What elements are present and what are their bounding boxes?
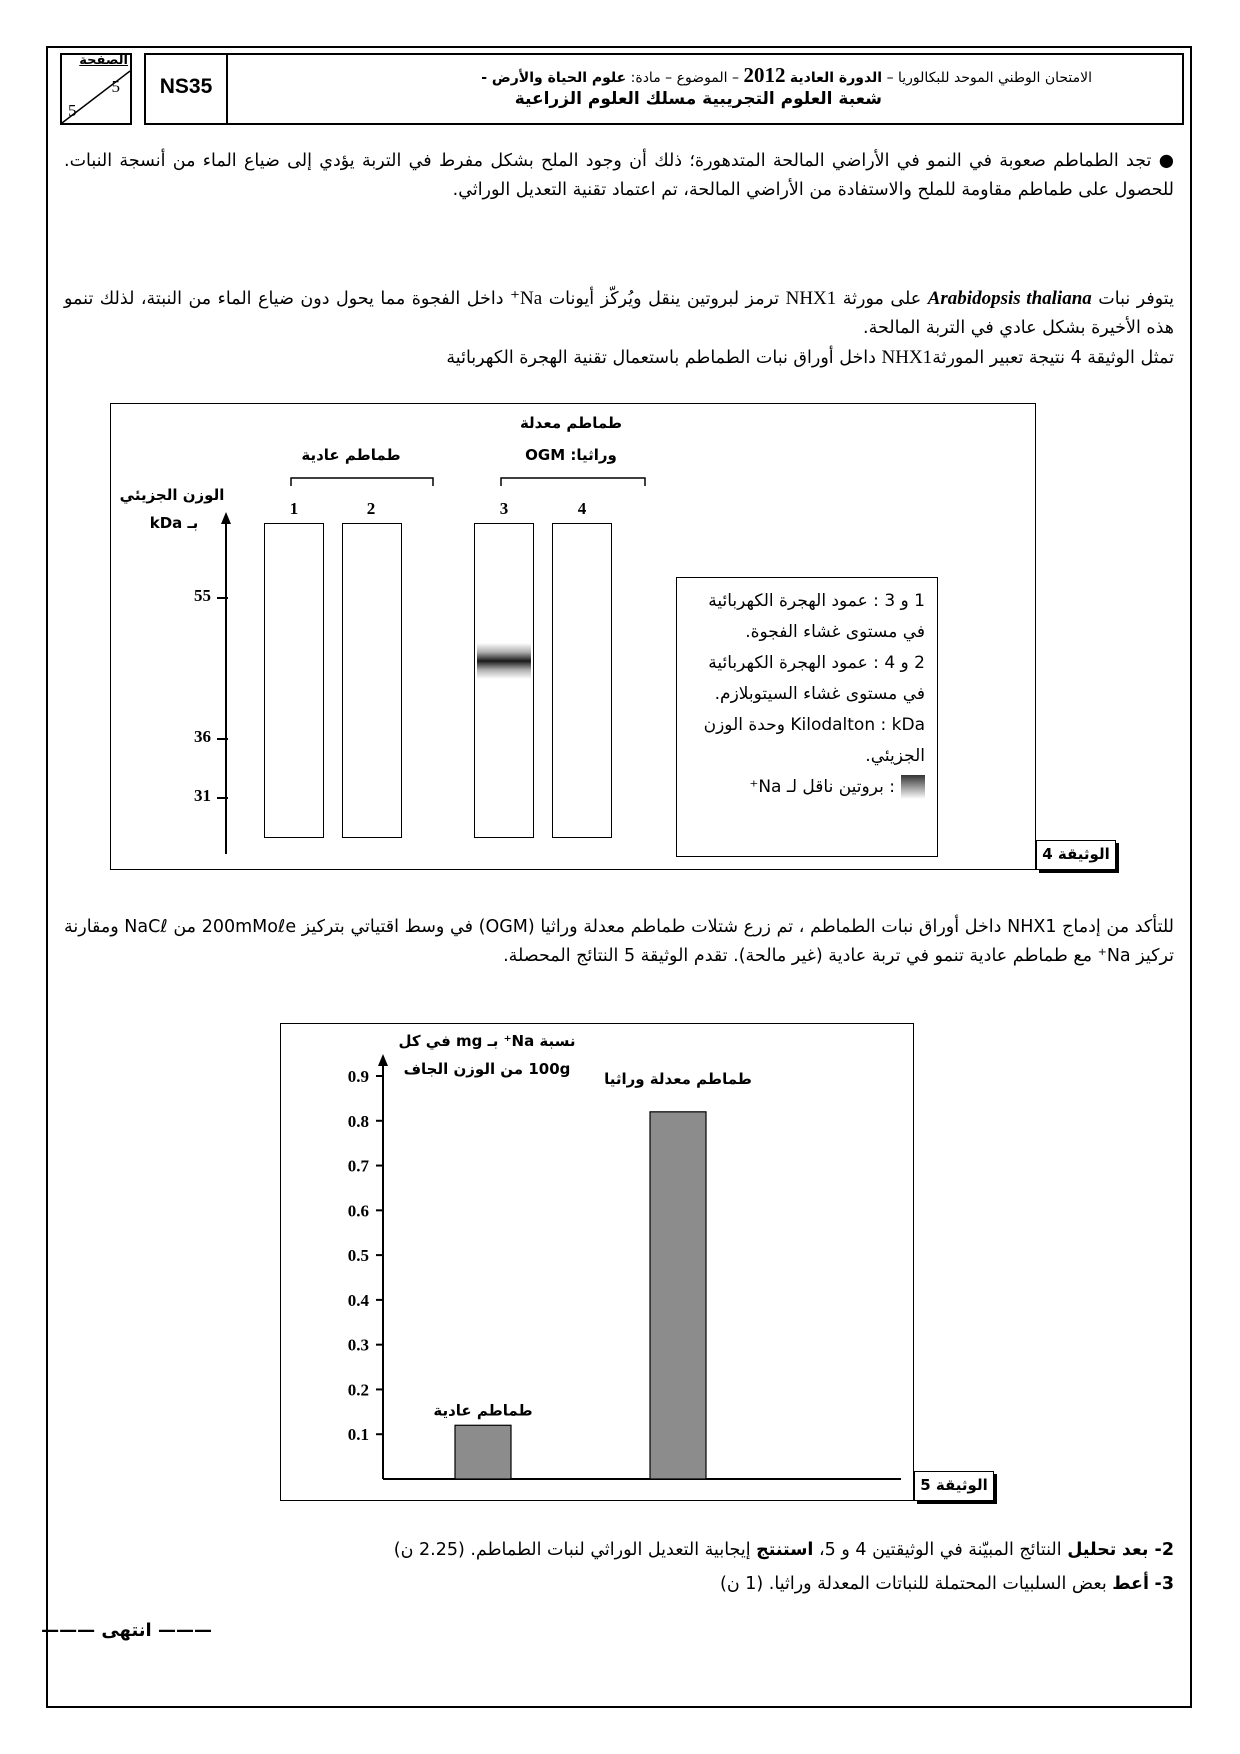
gel-lane-4	[552, 523, 612, 838]
tick-36	[217, 738, 228, 740]
band-swatch	[901, 775, 925, 799]
bar-label-0: طماطم عادية	[433, 1401, 533, 1420]
exam-code: NS35	[159, 75, 213, 98]
y-tick-label-3: 0.4	[347, 1290, 369, 1310]
exam-code-box	[144, 53, 228, 125]
y-ticks	[348, 1067, 383, 1444]
gene-name-2: NHX1	[881, 347, 933, 368]
group-label-normal: طماطم عادية	[301, 446, 401, 464]
question-2	[64, 1536, 1174, 1565]
gel-lane-1	[264, 523, 324, 838]
header-year: 2012	[743, 63, 786, 87]
bars	[433, 1070, 752, 1479]
lane-number-1: 1	[289, 499, 299, 518]
y-tick-label-8: 0.9	[347, 1067, 369, 1086]
end-dash-left: ———	[41, 1620, 96, 1641]
exam-title-box	[226, 53, 1184, 125]
header-line-2: شعبة العلوم التجريبية مسلك العلوم الزراعية	[514, 89, 882, 109]
y-tick-label-1: 0.2	[347, 1380, 369, 1400]
lane-number-4: 4	[577, 499, 587, 518]
q3-text: بعض السلبيات المحتملة للنباتات المعدلة وراثيا. (1 ن)	[720, 1574, 1107, 1594]
page-number-box	[60, 53, 132, 125]
intro-text-1: ● تجد الطماطم صعوبة في النمو في الأراضي المالحة المتدهورة؛ ذلك أن وجود الملح بشكل مفرط في التربة يؤدي إلى ضياع الماء من أنسجة النبات. للحصول على طماطم مقاومة للملح والاستفادة من الأراضي المالحة، تم اعتماد تقنية التعديل الوراثي.	[64, 151, 1174, 200]
protein-band	[477, 643, 531, 679]
tick-label-55: 55	[194, 586, 211, 605]
intro-2-part-d: داخل الفجوة مما يحول دون ضياع الماء من النبتة، لذلك تنمو هذه الأخيرة بشكل عادي في التربة المالحة.	[64, 289, 1174, 338]
header-line-1	[481, 63, 1092, 88]
species-name: Arabidopsis thaliana	[927, 288, 1092, 309]
y-tick-label-6: 0.7	[347, 1156, 369, 1176]
lane-number-3: 3	[499, 499, 509, 518]
y-tick-label-5: 0.6	[347, 1201, 369, 1221]
na-bar-chart	[281, 1024, 915, 1502]
intro-3-part-b: داخل أوراق نبات الطماطم باستعمال تقنية الهجرة الكهربائية	[446, 348, 876, 368]
q2-number: 2- بعد	[1121, 1540, 1174, 1560]
intro-3-part-a: تمثل الوثيقة 4 نتيجة تعبير المورثة	[932, 348, 1174, 368]
document-4-figure	[110, 403, 1036, 870]
legend-line-1: 1 و 3 : عمود الهجرة الكهربائية في مستوى غشاء الفجوة.	[708, 591, 925, 642]
gene-name: NHX1	[785, 288, 837, 309]
header-prefix: الامتحان الوطني الموحد للبكالوريا –	[886, 70, 1092, 86]
group-label-ogm-line-1: طماطم معدلة	[519, 414, 623, 432]
document-5-tag: الوثيقة 5	[914, 1471, 994, 1501]
y-tick-label-2: 0.3	[347, 1335, 369, 1355]
y-axis-label-line-1: نسبة Na⁺ بـ mg في كل	[398, 1032, 576, 1050]
gel-lane-3	[474, 523, 534, 838]
tick-55	[217, 597, 228, 599]
lane-number-2: 2	[366, 499, 376, 518]
bar-1	[650, 1112, 706, 1479]
mid-text: للتأكد من إدماج NHX1 داخل أوراق نبات الطماطم ، تم زرع شتلات طماطم معدلة وراثيا (OGM) في وسط اقتياتي بتركيز 200mMoℓe من NaCℓ ومقارنة تركيز Na⁺ مع طماطم عادية تنمو في تربة عادية (غير مالحة). تقدم الوثيقة 5 النتائج المحصلة.	[64, 917, 1175, 966]
legend-line-4: : بروتين ناقل لـ Na⁺	[749, 777, 895, 797]
intro-paragraph-2	[64, 284, 1174, 373]
bar-label-1: طماطم معدلة وراثيا	[604, 1070, 752, 1088]
mid-paragraph	[64, 913, 1174, 971]
page-label: الصفحة	[79, 53, 128, 68]
end-marker	[41, 1620, 212, 1641]
tick-31	[217, 797, 228, 799]
q3-number: 3-	[1154, 1574, 1174, 1594]
mw-axis-label-line-2: بـ kDa	[149, 514, 199, 532]
y-tick-label-7: 0.8	[347, 1111, 369, 1131]
gel-lane-2	[342, 523, 402, 838]
q2-text-2: إيجابية التعديل الوراثي لنبات الطماطم. (2.25 ن)	[393, 1540, 751, 1560]
legend-line-2: 2 و 4 : عمود الهجرة الكهربائية في مستوى غشاء السيتوبلازم.	[708, 653, 925, 704]
intro-paragraph-1	[64, 147, 1174, 205]
header-session: الدورة العادية	[789, 70, 883, 86]
intro-2-part-b: على مورثة	[842, 289, 922, 309]
intro-2-part-a: يتوفر نبات	[1098, 289, 1174, 309]
page-total: 5	[68, 101, 77, 120]
header-subject: علوم الحياة والأرض -	[481, 70, 627, 86]
end-dash-right: ———	[158, 1620, 212, 1641]
document-5-figure	[280, 1023, 914, 1501]
q2-verb-deduce: استنتج	[756, 1540, 814, 1560]
q3-verb-give: أعط	[1112, 1574, 1149, 1594]
y-axis-label-line-2: 100g من الوزن الجاف	[403, 1060, 571, 1078]
legend-line-3: Kilodalton : kDa وحدة الوزن الجزيئي.	[703, 715, 925, 766]
header-mid: – الموضوع – مادة:	[630, 70, 739, 86]
page-number: 5	[111, 77, 120, 96]
y-tick-label-4: 0.5	[347, 1246, 369, 1266]
group-label-ogm-line-2: وراثيا: OGM	[525, 446, 617, 464]
bar-0	[455, 1425, 511, 1479]
q2-verb-analyse: تحليل	[1067, 1540, 1117, 1560]
q2-text-1: النتائج المبيّنة في الوثيقتين 4 و 5،	[819, 1540, 1062, 1560]
document-4-legend	[676, 577, 938, 857]
mw-axis-label-line-1: الوزن الجزيئي	[119, 486, 225, 504]
tick-label-31: 31	[194, 786, 211, 805]
tick-label-36: 36	[194, 727, 211, 746]
end-text: انتهى	[101, 1620, 152, 1641]
ion-name: Na⁺	[510, 288, 543, 309]
intro-2-part-c: ترمز لبروتين ينقل ويُركّز أيونات	[548, 289, 780, 309]
document-4-tag: الوثيقة 4	[1036, 840, 1116, 870]
question-3	[64, 1570, 1174, 1599]
y-tick-label-0: 0.1	[347, 1425, 369, 1445]
